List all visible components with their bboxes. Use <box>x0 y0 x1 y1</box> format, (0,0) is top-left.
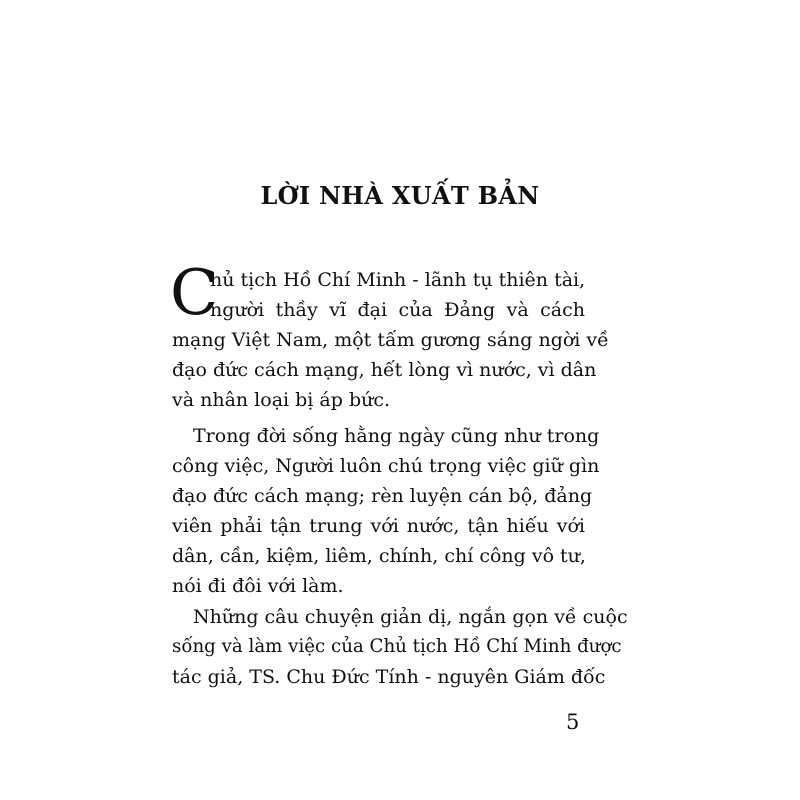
text-line: hủ tịch Hồ Chí Minh - lãnh tụ thiên tài, <box>210 269 586 291</box>
text-line: mạng Việt Nam, một tấm gương sáng ngời về <box>172 329 609 351</box>
text-line: tác giả, TS. Chu Đức Tính - nguyên Giám đốc <box>172 666 606 688</box>
text-line: người thầy vĩ đại của Đảng và cách <box>210 299 585 321</box>
text-line: sống và làm việc của Chủ tịch Hồ Chí Minh được <box>172 636 622 657</box>
text-line: Những câu chuyện giản dị, ngắn gọn về cuộc <box>193 606 628 628</box>
text-line: Trong đời sống hằng ngày cũng như trong <box>193 425 600 447</box>
text-line: và nhân loại bị áp bức. <box>172 389 391 411</box>
text-line: viên phải tận trung với nước, tận hiếu với <box>172 515 585 537</box>
text-line: dân, cần, kiệm, liêm, chính, chí công vô tư, <box>172 545 586 567</box>
drop-cap: C <box>170 256 219 329</box>
page-title: LỜI NHÀ XUẤT BẢN <box>260 181 540 210</box>
page-number: 5 <box>566 710 580 734</box>
text-line: đạo đức cách mạng; rèn luyện cán bộ, đảng <box>172 485 593 507</box>
text-line: đạo đức cách mạng, hết lòng vì nước, vì dân <box>172 359 597 381</box>
text-line: nói đi đôi với làm. <box>172 575 344 597</box>
text-line: công việc, Người luôn chú trọng việc giữ gìn <box>172 455 600 477</box>
